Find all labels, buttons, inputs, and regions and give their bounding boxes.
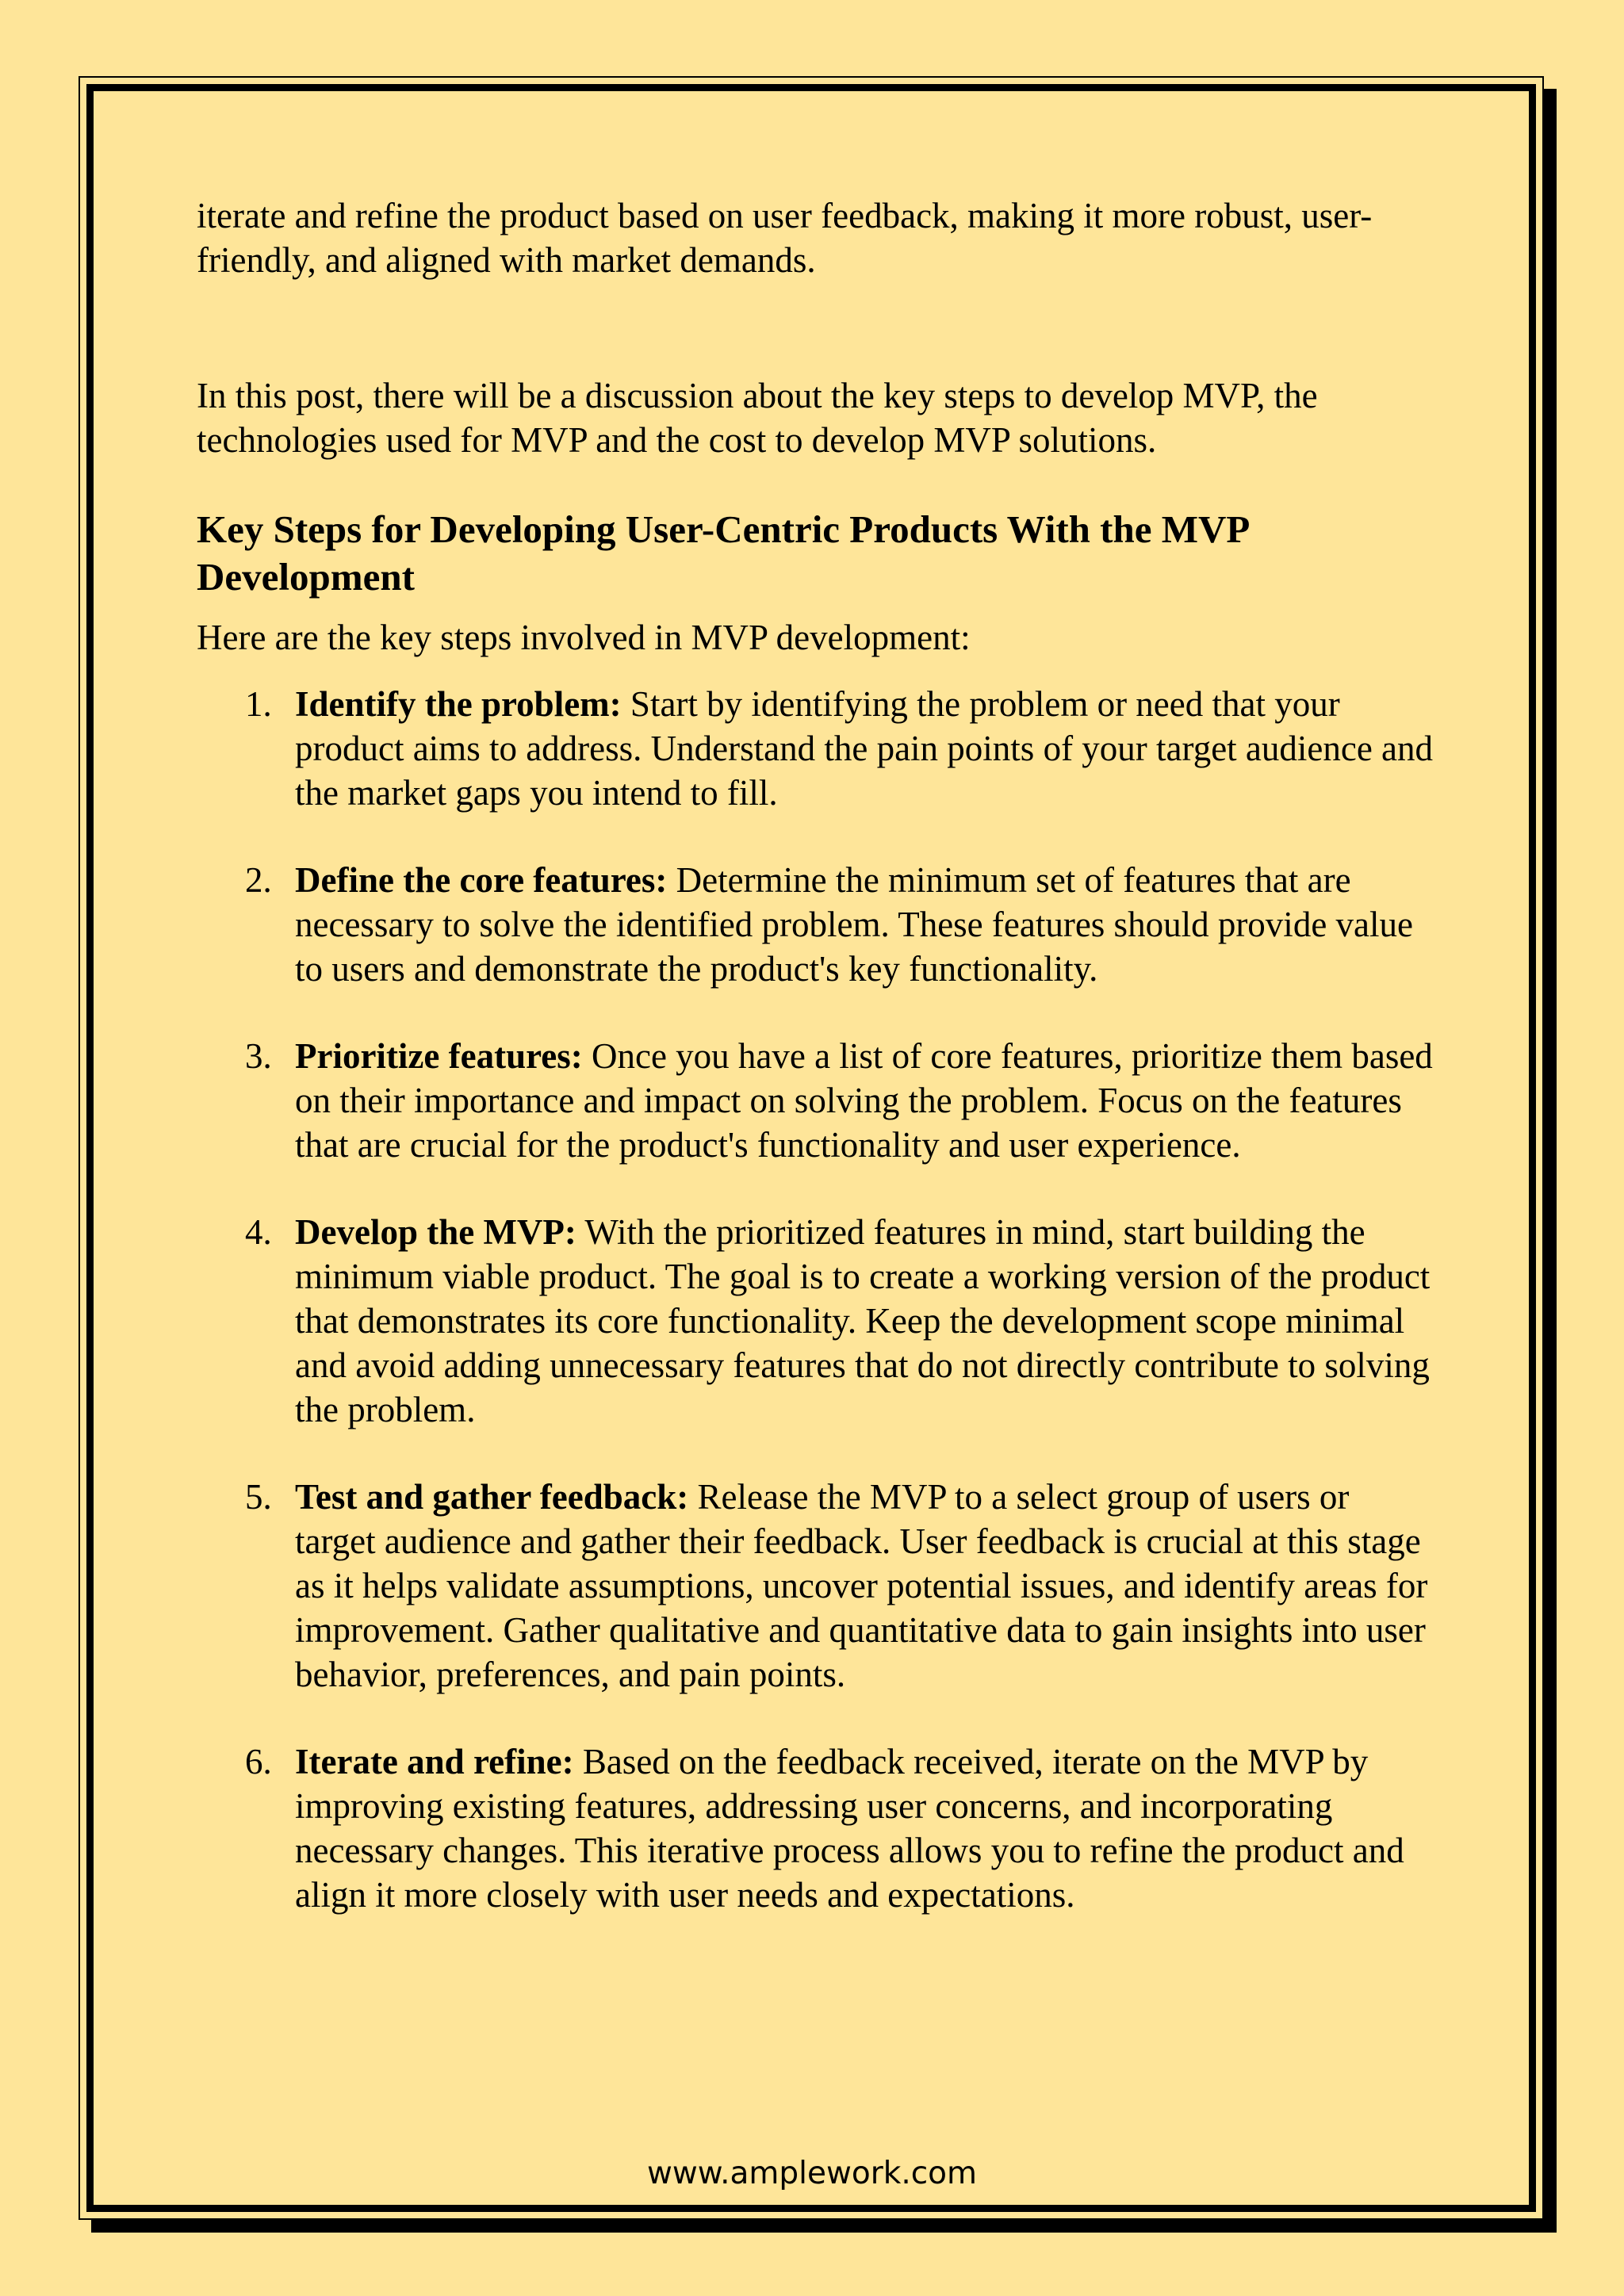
step-text: Determine the minimum set of features that are necessary to solve the identified problem. These features should provide value to users and demonstrate the product's key functionality.: [295, 860, 1413, 989]
list-item: [197, 1739, 1434, 1917]
step-title: Prioritize features:: [295, 1036, 583, 1076]
step-text: Release the MVP to a select group of users or target audience and gather their feedback. User feedback is crucial at this stage as it helps validate assumptions, uncover potential issues, and identify areas for improvement. Gather qualitative and quantitative data to gain insights into user behavior, preferences, and pain points.: [295, 1477, 1428, 1694]
list-item: [197, 682, 1434, 815]
step-text: Based on the feedback received, iterate on the MVP by improving existing features, addressing user concerns, and incorporating necessary changes. This iterative process allows you to refine the product and align it more closely with user needs and expectations.: [295, 1742, 1404, 1915]
step-title: Identify the problem:: [295, 684, 622, 724]
step-text: Once you have a list of core features, prioritize them based on their importance and impact on solving the problem. Focus on the features that are crucial for the product's functionality and user experience.: [295, 1036, 1433, 1165]
step-number: 4.: [245, 1212, 272, 1252]
section-heading: Key Steps for Developing User-Centric Products With the MVP Development: [197, 507, 1248, 599]
step-text: With the prioritized features in mind, start building the minimum viable product. The goal is to create a working version of the product that demonstrates its core functionality. Keep the development scope minimal and avoid adding unnecessary features that do not directly contribute to solving the problem.: [295, 1212, 1431, 1429]
steps-list: [197, 682, 1434, 1917]
list-item: [197, 1475, 1434, 1697]
step-number: 6.: [245, 1742, 272, 1781]
step-title: Iterate and refine:: [295, 1742, 574, 1781]
step-title: Test and gather feedback:: [295, 1477, 689, 1517]
step-number: 2.: [245, 860, 272, 900]
step-number: 1.: [245, 684, 272, 724]
document-body: [197, 193, 1450, 1960]
step-text: Start by identifying the problem or need that your product aims to address. Understand the pain points of your target audience and the market gaps you intend to fill.: [295, 684, 1434, 813]
list-item: [197, 1034, 1434, 1167]
steps-intro: Here are the key steps involved in MVP development:: [197, 618, 971, 657]
step-number: 5.: [245, 1477, 272, 1517]
step-title: Define the core features:: [295, 860, 668, 900]
list-item: [197, 1210, 1434, 1432]
step-title: Develop the MVP:: [295, 1212, 576, 1252]
list-item: [197, 858, 1434, 991]
step-number: 3.: [245, 1036, 272, 1076]
post-summary-paragraph: In this post, there will be a discussion about the key steps to develop MVP, the technologies used for MVP and the cost to develop MVP solutions.: [197, 376, 1318, 460]
intro-paragraph: iterate and refine the product based on user feedback, making it more robust, user-friendly, and aligned with market demands.: [197, 196, 1373, 280]
footer-url: www.amplework.com: [646, 2156, 978, 2191]
